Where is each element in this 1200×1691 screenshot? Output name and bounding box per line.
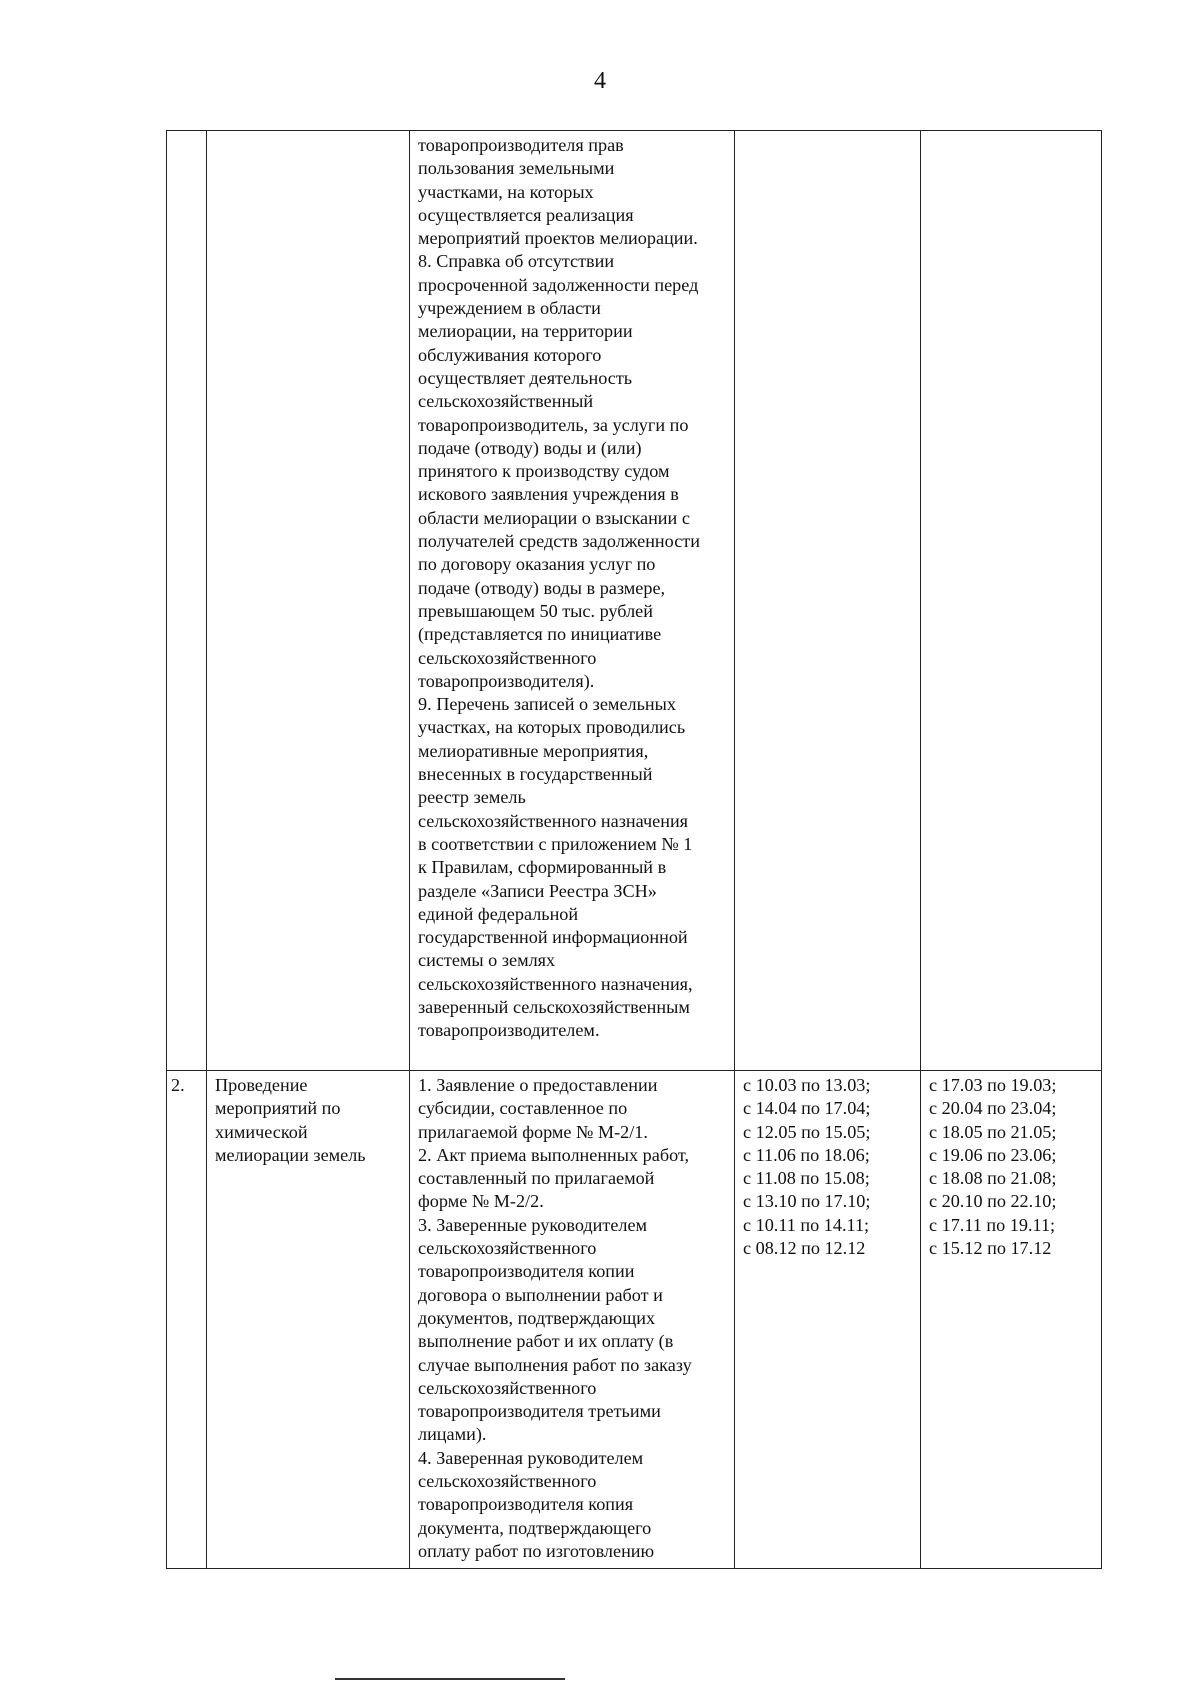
measure-cell: [207, 1071, 410, 1569]
footer-divider: [335, 1678, 565, 1680]
text-line: участками, на которых: [418, 181, 594, 202]
text-line: субсидии, составленное по: [418, 1098, 628, 1119]
text-line: сельскохозяйственного: [418, 1471, 597, 1492]
text-line: внесенных в государственный: [418, 764, 653, 785]
text-line: с 17.03 по 19.03;: [929, 1075, 1057, 1095]
text-line: подаче (отводу) воды в размере,: [418, 577, 666, 598]
text-line: учреждением в области: [418, 298, 601, 319]
text-line: просроченной задолженности перед: [418, 274, 699, 295]
text-line: получателей средств задолженности: [418, 531, 700, 552]
text-line: документов, подтверждающих: [418, 1307, 656, 1328]
text-line: с 11.08 по 15.08;: [743, 1168, 870, 1189]
text-line: с 11.06 по 18.06;: [743, 1144, 870, 1165]
payment-period-cell: [921, 131, 1102, 1071]
text-line: по договору оказания услуг по: [418, 554, 656, 575]
text-line: мероприятий по: [215, 1098, 341, 1119]
text-line: оплату работ по изготовлению: [418, 1540, 655, 1561]
text-line: системы о землях: [418, 950, 556, 971]
text-line: товаропроизводителя копии: [418, 1261, 635, 1282]
text-line: сельскохозяйственного: [418, 647, 597, 668]
page-number: 4: [594, 68, 606, 94]
measure-cell: [207, 131, 410, 1071]
text-line: 9. Перечень записей о земельных: [418, 694, 676, 715]
documents-cell: [410, 1071, 735, 1569]
text-line: с 17.11 по 19.11;: [929, 1214, 1056, 1235]
text-line: с 14.04 по 17.04;: [743, 1098, 871, 1119]
text-line: сельскохозяйственный: [418, 391, 594, 412]
text-line: мелиоративные мероприятия,: [418, 740, 649, 761]
text-line: товаропроизводителя прав: [418, 135, 624, 155]
text-line: химической: [215, 1121, 308, 1142]
text-line: превышающем 50 тыс. рублей: [418, 600, 653, 621]
text-line: с 19.06 по 23.06;: [929, 1144, 1057, 1165]
text-line: 8. Справка об отсутствии: [418, 251, 615, 272]
text-line: единой федеральной: [418, 903, 579, 924]
text-line: форме № М-2/2.: [418, 1191, 544, 1212]
text-line: обслуживания которого: [418, 344, 602, 365]
text-line: с 15.12 по 17.12: [929, 1238, 1052, 1259]
text-line: (представляется по инициативе: [418, 624, 662, 645]
text-line: лицами).: [418, 1424, 487, 1445]
text-line: сельскохозяйственного назначения,: [418, 973, 693, 994]
text-line: с 12.05 по 15.05;: [743, 1121, 871, 1142]
text-line: составленный по прилагаемой: [418, 1168, 655, 1189]
text-line: к Правилам, сформированный в: [418, 857, 667, 878]
text-line: сельскохозяйственного: [418, 1377, 597, 1398]
text-line: с 20.10 по 22.10;: [929, 1191, 1057, 1212]
text-line: с 18.05 по 21.05;: [929, 1121, 1057, 1142]
text-line: участках, на которых проводились: [418, 717, 686, 738]
text-line: прилагаемой форме № М-2/1.: [418, 1121, 648, 1142]
text-line: товаропроизводитель, за услуги по: [418, 414, 689, 435]
text-line: товаропроизводителем.: [418, 1020, 600, 1041]
text-line: мероприятий проектов мелиорации.: [418, 228, 698, 249]
text-line: мелиорации, на территории: [418, 321, 633, 342]
text-line: разделе «Записи Реестра ЗСН»: [418, 880, 657, 901]
text-line: 4. Заверенная руководителем: [418, 1447, 644, 1468]
text-line: мелиорации земель: [215, 1144, 366, 1165]
documents-cell: [410, 131, 735, 1071]
table-row: [167, 131, 1102, 1071]
payment-period-cell: [921, 1071, 1102, 1569]
text-line: с 18.08 по 21.08;: [929, 1168, 1057, 1189]
acceptance-period-cell: [735, 1071, 921, 1569]
text-line: выполнение работ и их оплату (в: [418, 1331, 674, 1352]
text-line: реестр земель: [418, 787, 526, 808]
acceptance-period-cell: [735, 131, 921, 1071]
text-line: государственной информационной: [418, 927, 688, 948]
text-line: сельскохозяйственного: [418, 1238, 597, 1259]
text-line: с 10.03 по 13.03;: [743, 1075, 871, 1095]
text-line: с 20.04 по 23.04;: [929, 1098, 1057, 1119]
text-line: Проведение: [215, 1075, 308, 1095]
text-line: в соответствии с приложением № 1: [418, 833, 693, 854]
text-line: товаропроизводителя копия: [418, 1494, 634, 1515]
text-line: с 13.10 по 17.10;: [743, 1191, 871, 1212]
text-line: подаче (отводу) воды и (или): [418, 437, 642, 458]
text-line: заверенный сельскохозяйственным: [418, 996, 690, 1017]
text-line: осуществляет деятельность: [418, 367, 633, 388]
text-line: 1. Заявление о предоставлении: [418, 1075, 658, 1095]
row-number-cell: 2.: [167, 1071, 207, 1569]
text-line: с 08.12 по 12.12: [743, 1238, 866, 1259]
text-line: принятого к производству судом: [418, 461, 670, 482]
row-number-cell: [167, 131, 207, 1071]
text-line: товаропроизводителя).: [418, 670, 595, 691]
text-line: договора о выполнении работ и: [418, 1284, 663, 1305]
text-line: области мелиорации о взыскании с: [418, 507, 690, 528]
text-line: случае выполнения работ по заказу: [418, 1354, 692, 1375]
text-line: товаропроизводителя третьими: [418, 1401, 661, 1422]
text-line: документа, подтверждающего: [418, 1517, 652, 1538]
text-line: с 10.11 по 14.11;: [743, 1214, 870, 1235]
text-line: осуществляется реализация: [418, 204, 634, 225]
text-line: искового заявления учреждения в: [418, 484, 679, 505]
table-row: [167, 1071, 1102, 1569]
text-line: 2. Акт приема выполненных работ,: [418, 1144, 690, 1165]
text-line: пользования земельными: [418, 158, 615, 179]
subsidy-documents-table: [166, 130, 1102, 1569]
text-line: сельскохозяйственного назначения: [418, 810, 689, 831]
text-line: 3. Заверенные руководителем: [418, 1214, 648, 1235]
